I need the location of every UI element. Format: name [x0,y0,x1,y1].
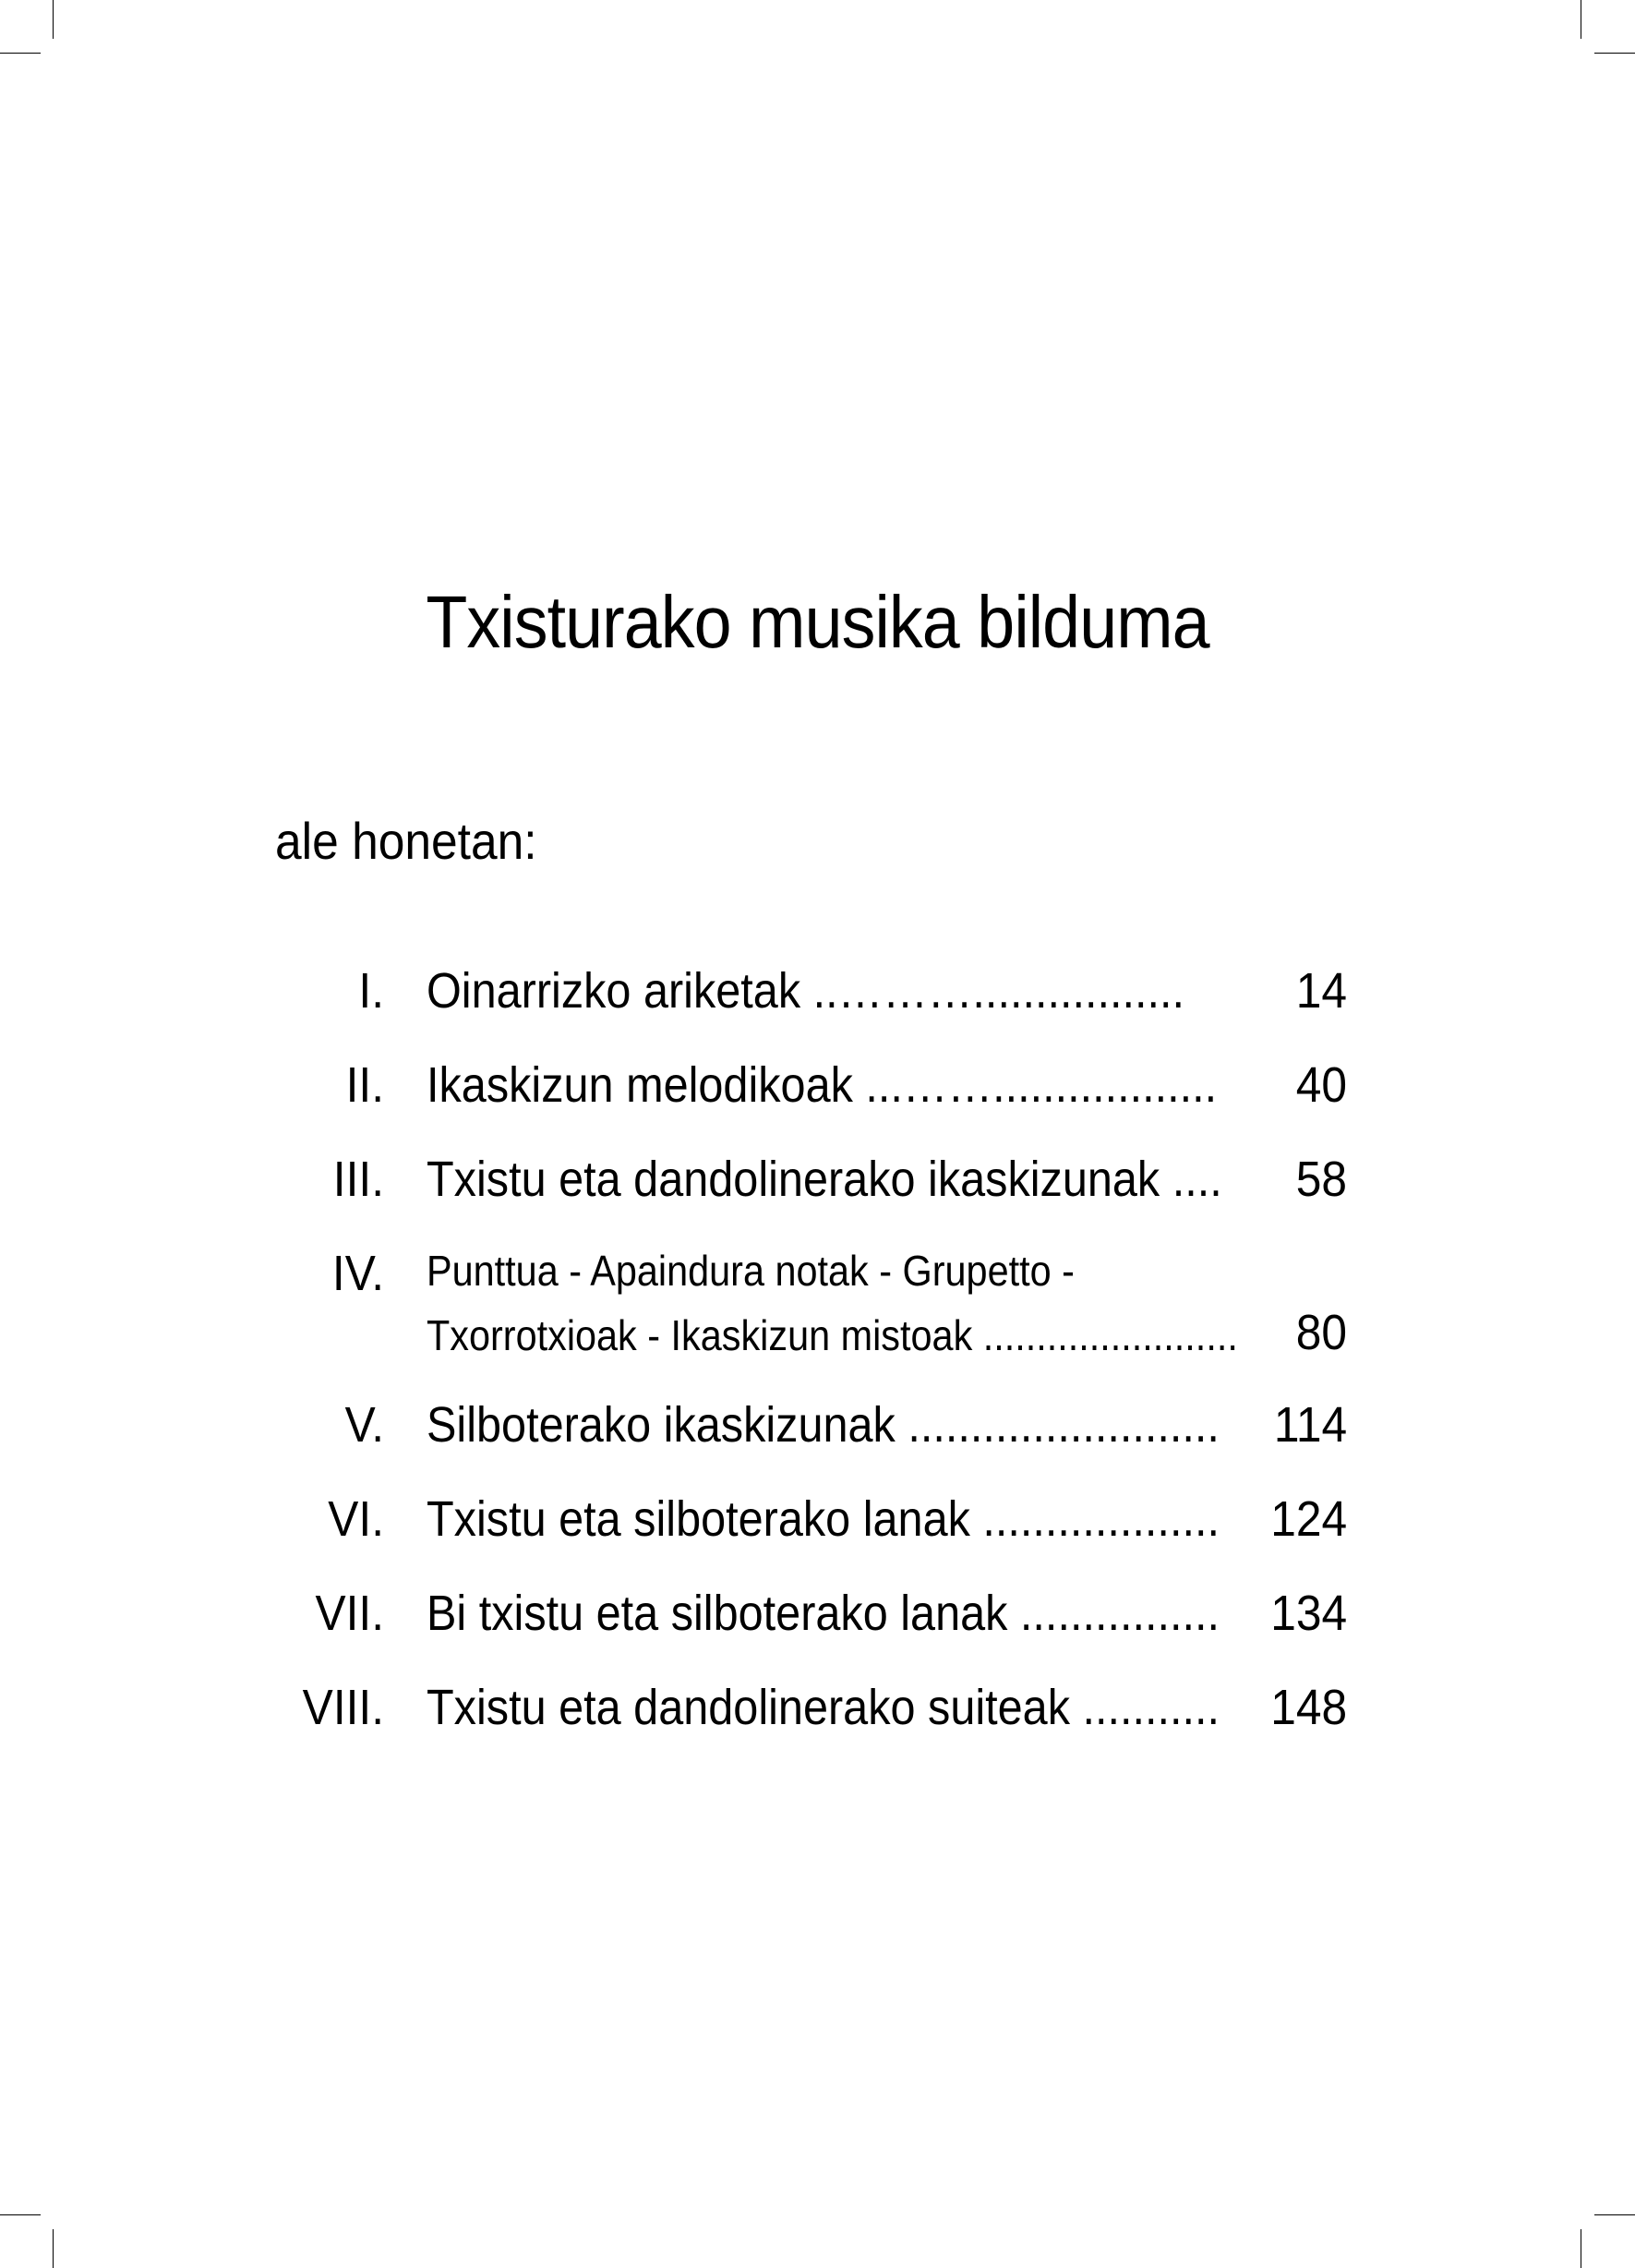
crop-mark-bottom-left-h [0,2214,41,2215]
toc-title: Oinarrizko ariketak ..………................. [427,963,1184,1019]
toc-page-number: 124 [1270,1491,1347,1547]
toc-numeral: V. [344,1397,384,1453]
crop-mark-top-left [53,0,54,39]
page-title: Txisturako musika bilduma [426,581,1209,663]
toc-page-number: 14 [1295,963,1347,1019]
toc-entry [0,1393,1635,1457]
toc-title: Txistu eta dandolinerako suiteak ........... [427,1680,1220,1735]
toc-entry [0,1675,1635,1740]
crop-mark-bottom-right-h [1594,2214,1635,2215]
toc-page-number: 134 [1270,1586,1347,1641]
crop-mark-top-left-h [0,53,41,54]
toc-entry [0,1581,1635,1646]
toc-page-number: 40 [1295,1057,1347,1113]
toc-numeral: VII. [315,1586,384,1641]
toc-entry [0,1147,1635,1212]
crop-mark-top-right-h [1594,53,1635,54]
intro-text: ale honetan: [275,812,537,870]
toc-page-number: 114 [1273,1397,1347,1453]
toc-entry [0,1487,1635,1551]
crop-mark-bottom-left [53,2229,54,2268]
toc-page-number: 80 [1295,1305,1347,1360]
toc-title-line-1: Punttua - Apaindura notak - Grupetto - [427,1247,1075,1295]
toc-title: Bi txistu eta silboterako lanak ................ [427,1586,1220,1641]
toc-page-number: 58 [1295,1152,1347,1207]
toc-page-number: 148 [1270,1680,1347,1735]
toc-numeral: VIII. [302,1680,384,1735]
toc-title: Silboterako ikaskizunak ......................... [427,1397,1220,1453]
toc-entry [0,1241,1635,1306]
toc-entry-continued [0,1300,1635,1365]
toc-numeral: IV. [331,1246,384,1301]
toc-numeral: I. [358,963,384,1019]
toc-title: Txistu eta silboterako lanak ................... [427,1491,1220,1547]
toc-title-line-2: Txorrotxioak - Ikaskizun mistoak ........................ [427,1311,1238,1359]
toc-numeral: II. [345,1057,384,1113]
toc-entry [0,959,1635,1023]
toc-title: Txistu eta dandolinerako ikaskizunak .... [427,1152,1222,1207]
toc-numeral: VI. [328,1491,384,1547]
toc-numeral: III. [332,1152,384,1207]
toc-entry [0,1053,1635,1117]
toc-title: Ikaskizun melodikoak ...…….................. [427,1057,1218,1113]
